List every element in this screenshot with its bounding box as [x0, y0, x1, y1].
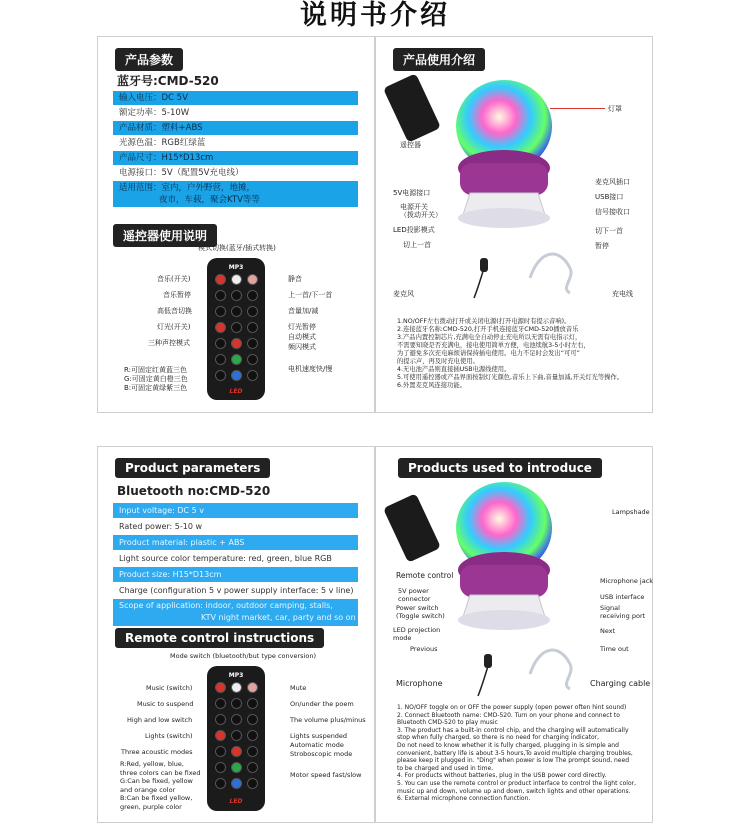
- en-row-scope: [113, 599, 358, 626]
- en-remote-voldown-button: [231, 714, 242, 725]
- en-note-2: Bluetooth CMD-520 to play music: [397, 719, 498, 727]
- cn-label-power5v: 5V电源接口: [393, 189, 431, 197]
- en-remote-music1-button: [215, 746, 226, 757]
- cn-note-7: 5.可使用遥控器或产品界面按制灯光颜色,音乐上下曲,音量加减,开关灯光等操作。: [397, 374, 624, 381]
- cn-row-material: 产品材质：塑料+ABS: [113, 121, 358, 135]
- en-note-3: 3. The product has a built-in control chip, and the charging will automatically: [397, 726, 629, 734]
- en-mic-icon: [484, 654, 492, 668]
- cn-remote-right-1: 上一首/下一首: [288, 291, 333, 299]
- en-remote-next-button: [247, 698, 258, 709]
- cn-model-number: 蓝牙号:CMD-520: [117, 74, 219, 88]
- en-remote-left-1: Music to suspend: [137, 700, 194, 708]
- cn-note-1: 2.连接蓝牙名称:CMD-520,打开手机连接蓝牙CMD-520播放音乐: [397, 326, 579, 333]
- en-remote-r-button: [231, 746, 242, 757]
- en-remote-color-0: R:Red, yellow, blue,: [120, 760, 184, 768]
- en-remote-right-0: Mute: [290, 684, 307, 692]
- en-remote-light-button: [215, 730, 226, 741]
- cn-row-color: 光源色温：RGB红绿蓝: [113, 136, 358, 150]
- en-remote-right-5: Stroboscopic mode: [290, 750, 353, 758]
- cn-usage-heading: 产品使用介绍: [393, 48, 485, 71]
- en-label-lampshade: Lampshade: [612, 508, 650, 516]
- en-remote-led-text: LED: [229, 798, 243, 805]
- en-note-12: 6. External microphone connection function.: [397, 795, 531, 803]
- cn-remote-music2-button: [215, 354, 226, 365]
- cn-remote-pause-button: [215, 290, 226, 301]
- en-remote-left-2: High and low switch: [127, 716, 193, 724]
- en-remote-b-button: [231, 778, 242, 789]
- cn-remote-color-r: R:可固定红黄蓝三色: [124, 366, 188, 374]
- cn-remote-r-button: [231, 338, 242, 349]
- cn-row-interface: 电源接口：5V（配置5V充电线）: [113, 166, 358, 180]
- cn-remote-lightpause-button: [247, 322, 258, 333]
- en-row-scope-line1: Scope of application: indoor, outdoor camping, stalls,: [119, 601, 333, 610]
- en-row-scope-line2: KTV night market, car, party and so on: [201, 613, 356, 622]
- page-title: 说明书介绍: [300, 0, 450, 31]
- cn-remote-speed-button: [247, 370, 258, 381]
- cn-remote-b-button: [231, 370, 242, 381]
- cn-label-mic: 麦克风: [393, 290, 414, 298]
- en-remote-motor-button: [247, 762, 258, 773]
- cn-remote-led-text: LED: [229, 388, 243, 395]
- en-note-10: 5. You can use the remote control or product interface to control the light color,: [397, 779, 637, 787]
- cn-remote-volup-button: [247, 306, 258, 317]
- en-usage-notes: [397, 704, 651, 803]
- cn-usage-notes: [397, 318, 649, 390]
- en-remote-right-2: The volume plus/minus: [290, 716, 366, 724]
- cn-label-remote: 遥控器: [400, 141, 421, 149]
- cn-remote-heading: 遥控器使用说明: [113, 224, 217, 247]
- cn-remote-power-button: [215, 274, 226, 285]
- cn-remote-right-2: 音量加/减: [288, 307, 319, 315]
- cn-remote-auto-button: [231, 322, 242, 333]
- en-note-7: please keep it plugged in. "Ding" when power is low The prompt sound, need: [397, 757, 629, 765]
- en-note-11: music up and down, volume up and down, switch lights and other operations.: [397, 787, 631, 795]
- cn-row-power: 额定功率：5-10W: [113, 106, 358, 120]
- en-remote-flash-button: [247, 746, 258, 757]
- en-remote-right-6: Motor speed fast/slow: [290, 771, 362, 779]
- cn-remote-music3-button: [215, 370, 226, 381]
- en-remote-color-2: G:Can be fixed, yellow: [120, 777, 193, 785]
- cn-remote-right-4: 自动模式: [288, 333, 316, 341]
- cn-cable-icon: [530, 254, 571, 293]
- en-remote-color-1: three colors can be fixed: [120, 768, 201, 777]
- cn-label-power-switch: 电源开关 （拨动开关）: [400, 203, 442, 219]
- en-label-mic: Microphone: [396, 679, 443, 688]
- cn-label-lampshade: 灯罩: [608, 105, 622, 113]
- cn-note-5: 的提示声，再及时充电使用。: [397, 358, 479, 365]
- en-row-material: Product material: plastic + ABS: [113, 535, 358, 550]
- en-row-color: Light source color temperature: red, green, blue RGB: [113, 551, 358, 566]
- cn-remote-left-2: 高低音切换: [157, 307, 192, 315]
- en-cable-icon: [530, 650, 571, 689]
- en-label-remote: Remote control: [396, 571, 454, 580]
- cn-remote-image: [207, 258, 265, 400]
- en-remote-mode-button: [231, 682, 242, 693]
- en-label-prev: Previous: [410, 645, 438, 653]
- en-row-size: Product size: H15*D13cm: [113, 567, 358, 582]
- cn-note-8: 6.外置麦克风连接功能。: [397, 382, 466, 389]
- en-remote-music2-button: [215, 762, 226, 773]
- cn-row-scope-line2: 夜市，车载，聚会KTV等等: [159, 195, 260, 205]
- cn-row-input: 输入电压：DC 5V: [113, 91, 358, 105]
- en-remote-left-0: Music (switch): [146, 684, 193, 692]
- en-remote-mute-button: [247, 682, 258, 693]
- en-remote-thumb-icon: [383, 493, 441, 563]
- en-remote-mode-label: Mode switch (bluetooth/but type conversion): [170, 652, 316, 660]
- cn-note-4: 为了避免多次充电麻烦请保持插电使用。电力不足时会发出“可可”: [397, 350, 580, 357]
- en-label-signal: Signal receiving port: [600, 604, 646, 620]
- cn-remote-g-button: [231, 354, 242, 365]
- en-label-pause: Time out: [600, 645, 629, 653]
- en-remote-right-1: On/under the poem: [290, 700, 354, 708]
- en-remote-color-3: and orange color: [120, 785, 176, 794]
- cn-mic-cable-icon: [474, 268, 484, 298]
- en-note-5: Do not need to know whether it is fully charged, plugging in is simple and: [397, 741, 619, 749]
- en-remote-left-3: Lights (switch): [145, 732, 193, 740]
- en-remote-music3-button: [215, 778, 226, 789]
- cn-label-usb: USB接口: [595, 193, 624, 201]
- cn-label-cable: 充电线: [612, 290, 633, 298]
- cn-remote-right-0: 静音: [288, 275, 302, 283]
- en-remote-right-3: Lights suspended: [290, 732, 348, 740]
- en-note-9: 4. For products without batteries, plug in the USB power cord directly.: [397, 772, 607, 780]
- en-remote-colors: [120, 760, 201, 811]
- en-label-power5v: 5V power connector: [398, 587, 431, 603]
- cn-label-signal: 信号接收口: [595, 208, 630, 216]
- cn-row-scope: [113, 181, 358, 207]
- cn-remote-color-b: B:可固定黄绿紫三色: [124, 384, 188, 392]
- en-label-usb: USB interface: [600, 593, 645, 601]
- cn-remote-mp3-text: MP3: [228, 264, 244, 271]
- cn-remote-light-button: [215, 322, 226, 333]
- cn-label-pause: 暂停: [595, 242, 609, 250]
- cn-note-0: 1.NO/OFF左右拨动打开或关闭电源(打开电源时有提示音响)。: [397, 318, 571, 325]
- cn-note-2: 3.产品内置控制芯片,充满电全自动停止充电所以无需有电指示灯，: [397, 334, 582, 341]
- en-mic-cable-icon: [478, 666, 488, 696]
- cn-label-mic-jack: 麦克风插口: [595, 178, 630, 186]
- en-label-power-switch: Power switch (Toggle switch): [396, 604, 445, 620]
- en-label-next: Next: [600, 627, 616, 635]
- cn-remote-mode-label: 模式切换(蓝牙/插式转换): [198, 244, 276, 252]
- en-remote-lightpause-button: [247, 730, 258, 741]
- en-note-1: 2. Connect Bluetooth name: CMD-520. Turn on your phone and connect to: [397, 711, 620, 719]
- en-label-mic-jack: Microphone jack: [600, 577, 654, 585]
- cn-remote-music1-button: [215, 338, 226, 349]
- cn-remote-mode-button: [231, 274, 242, 285]
- cn-remote-left-1: 音乐暂停: [163, 291, 191, 299]
- en-model-number: Bluetooth no:CMD-520: [117, 484, 271, 498]
- en-remote-color-5: green, purple color: [120, 802, 182, 811]
- en-remote-g-button: [231, 762, 242, 773]
- cn-label-led-mode: LED投影模式: [393, 226, 435, 234]
- en-remote-power-button: [215, 682, 226, 693]
- cn-remote-right-5: 频闪模式: [288, 343, 316, 351]
- cn-remote-left-0: 音乐(开关): [157, 275, 191, 283]
- cn-remote-right-6: 电机速度快/慢: [288, 365, 333, 373]
- en-note-4: stop when fully charged, so there is no need for charging indicator,: [397, 734, 600, 742]
- en-params-heading: Product parameters: [115, 458, 270, 478]
- en-remote-left-4: Three acoustic modes: [121, 748, 193, 756]
- en-remote-speed-button: [247, 778, 258, 789]
- en-row-input: Input voltage: DC 5 v: [113, 503, 358, 518]
- en-remote-eq-button: [215, 714, 226, 725]
- en-label-cable: Charging cable: [590, 679, 651, 688]
- cn-params-heading: 产品参数: [115, 48, 183, 71]
- cn-remote-motor-button: [247, 354, 258, 365]
- cn-remote-eq-button: [215, 306, 226, 317]
- cn-remote-voldown-button: [231, 306, 242, 317]
- cn-remote-left-4: 三种声控模式: [148, 339, 190, 347]
- cn-remote-next-button: [247, 290, 258, 301]
- en-remote-prev-button: [231, 698, 242, 709]
- cn-note-3: 不需要知晓是否充满电，接电使用简单方便，电池续航3-5小时左右，: [397, 342, 590, 349]
- cn-row-scope-line1: 适用范围：室内，户外野营，地摊，: [119, 183, 256, 193]
- en-note-8: to be charged and used in time.: [397, 764, 494, 772]
- en-usage-heading: Products used to introduce: [398, 458, 602, 478]
- en-remote-mp3-text: MP3: [228, 672, 244, 679]
- cn-row-size: 产品尺寸：H15*D13cm: [113, 151, 358, 165]
- cn-remote-right-3: 灯光暂停: [288, 323, 316, 331]
- en-remote-pause-button: [215, 698, 226, 709]
- en-note-6: convenient, battery life is about 3-5 hours,To avoid multiple charging troubles,: [397, 749, 633, 757]
- en-remote-color-4: B:Can be fixed yellow,: [120, 794, 193, 802]
- cn-remote-flash-button: [247, 338, 258, 349]
- en-label-led-mode: LED projection mode: [393, 626, 441, 642]
- en-remote-auto-button: [231, 730, 242, 741]
- cn-label-next: 切下一首: [595, 227, 623, 235]
- en-note-0: 1. NO/OFF toggle on or OFF the power supply (open power often hint sound): [397, 704, 627, 711]
- cn-remote-prev-button: [231, 290, 242, 301]
- en-remote-right-4: Automatic mode: [290, 741, 344, 749]
- en-remote-volup-button: [247, 714, 258, 725]
- en-remote-heading: Remote control instructions: [115, 628, 324, 648]
- cn-note-6: 4.无电池产品则直接插USB电源线使用。: [397, 366, 511, 373]
- cn-remote-thumb-icon: [383, 73, 441, 143]
- cn-remote-mute-button: [247, 274, 258, 285]
- en-row-charge: Charge (configuration 5 v power supply interface: 5 v line): [113, 583, 358, 598]
- cn-remote-color-g: G:可固定黄白橙三色: [124, 375, 188, 383]
- cn-label-prev: 切上一首: [403, 241, 431, 249]
- en-remote-image: [207, 666, 265, 811]
- en-row-power: Rated power: 5-10 w: [113, 519, 358, 534]
- cn-remote-left-3: 灯光(开关): [157, 323, 191, 331]
- cn-mic-icon: [480, 258, 488, 272]
